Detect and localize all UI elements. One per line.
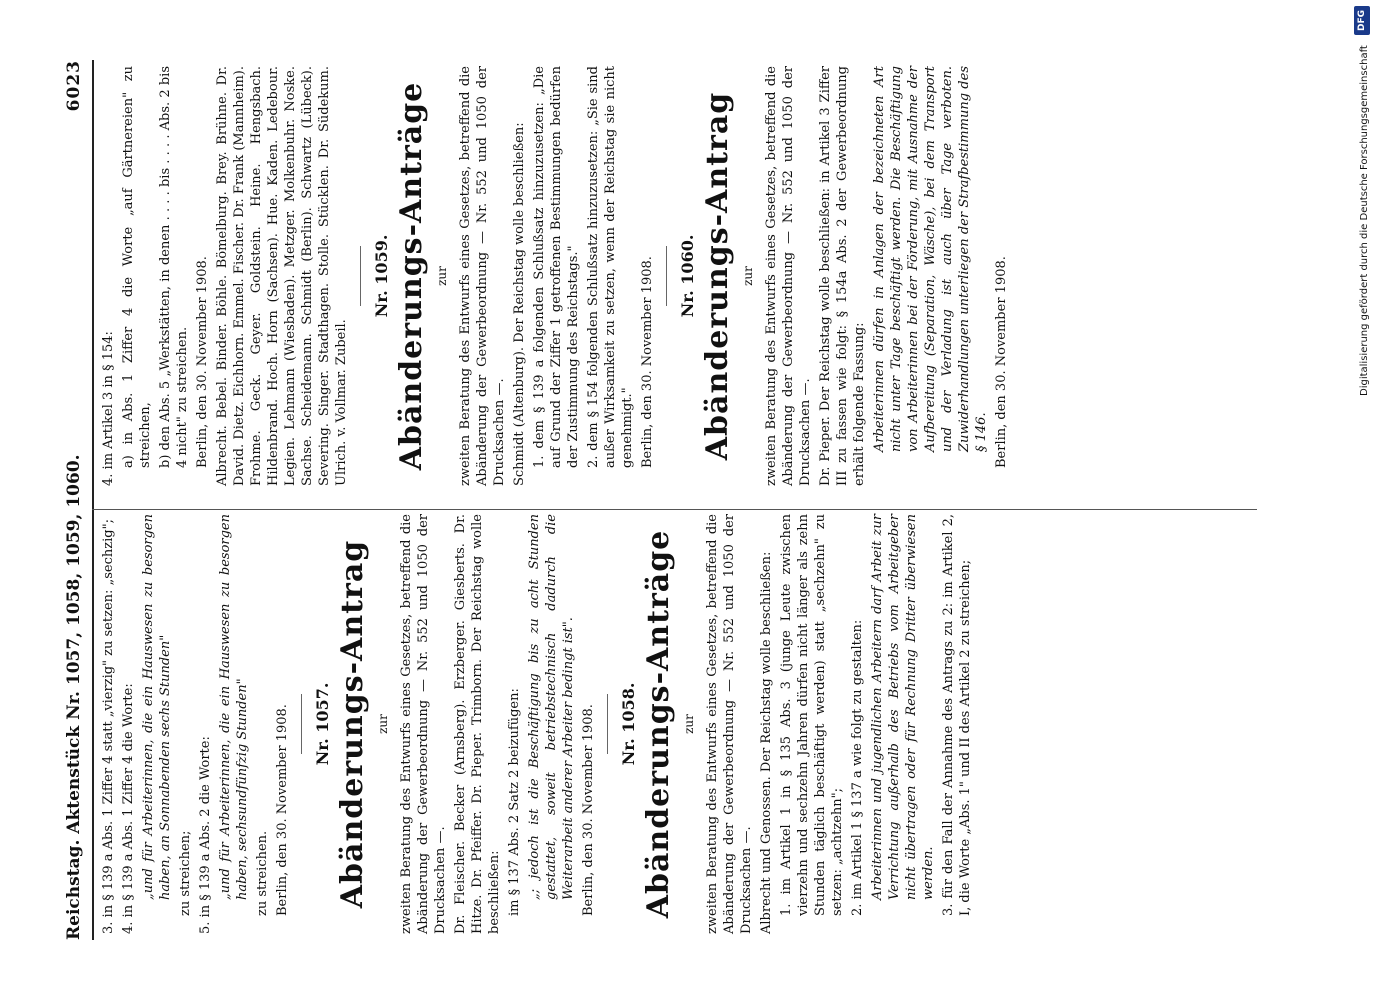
item-1058-2: 2. im Artikel 1 § 137 a wie folgt zu gestalten: [850, 619, 865, 916]
nr-1060: Nr. 1060. [678, 234, 697, 318]
header-title: Reichstag. Aktenstück Nr. 1057, 1058, 1059, 1060. [64, 454, 84, 940]
zur-1060: zur [741, 266, 755, 286]
intro-1060: Dr. Pieper. Der Reichstag wolle beschließen: in Artikel 3 Ziffer III zu fassen wie folgt: § 154a Abs. 2 der Gewerbeordnung erhält folgende Fassung: [818, 66, 867, 486]
separator [666, 246, 667, 306]
item-1058-2-quote: Arbeiterinnen und jugendlichen Arbeitern darf Arbeit zur Verrichtung außerhalb des Betriebs vom Arbeitgeber nicht übertragen oder für Rechnung Dritter überwiesen werden. [870, 514, 936, 900]
item-5-end: zu streichen. [255, 830, 270, 916]
zur-1058: zur [682, 714, 696, 734]
item-1059-1: 1. dem § 139 a folgenden Schlußsatz hinzuzusetzen: „Die auf Grund der Ziffer 1 getroffenen Bestimmungen bedürfen der Zustimmung des Reichstags." [532, 66, 581, 468]
item-1058-4a: a) in Abs. 1 Ziffer 4 die Worte „auf Gärtnereien" zu streichen, [121, 66, 153, 468]
nr-1057: Nr. 1057. [313, 682, 332, 766]
intro-1059: Schmidt (Altenburg). Der Reichstag wolle beschließen: [512, 122, 527, 486]
digitization-credit [1350, 6, 1380, 996]
item-4-quote: „und für Arbeiterinnen, die ein Hauswesen zu besorgen haben, an Sonnabenden sechs Stunden" [141, 514, 173, 900]
separator [607, 694, 608, 754]
left-column [100, 514, 1250, 934]
quote-1060: Arbeiterinnen dürfen in Anlagen der bezeichneten Art nicht unter Tage beschäftigt werden. Die Beschäftigung von Arbeiterinnen bei der Förderung, mit Ausnahme der Aufbereitung (Separation, Wäsche), bei dem Transport und der Verladung ist auch über Tage verboten. Zuwiderhandlungen unterliegen der Strafbestimmung des § 146. [872, 66, 989, 452]
page-header [64, 60, 94, 940]
date-1058: Berlin, den 30. November 1908. [195, 256, 210, 468]
item-1058-1: 1. im Artikel 1 in § 135 Abs. 3 (junge Leute zwischen vierzehn und sechzehn Jahren dürfen nicht länger als zehn Stunden täglich beschäftigt werden) statt „sechzehn" zu setzen: „achtzehn"; [779, 514, 845, 916]
signers-1057: Dr. Fleischer. Becker (Arnsberg). Erzberger. Giesberts. Dr. Hitze. Dr. Pfeiffer. Dr. Pieper. Trimborn. Der Reichstag wolle beschließen: [453, 514, 502, 934]
zur-1057: zur [376, 714, 390, 734]
item-3: 3. in § 139 a Abs. 1 Ziffer 4 statt „vierzig" zu setzen: „sechzig"; [101, 519, 116, 934]
nr-1058: Nr. 1058. [619, 682, 638, 766]
right-column [100, 66, 1250, 486]
item-1058-3: 3. für den Fall der Annahme des Antrags zu 2: im Artikel 2, I, die Worte „Abs. 1" und II des Artikel 2 zu streichen; [941, 514, 973, 916]
body-1057b: „; jedoch ist die Beschäftigung bis zu acht Stunden gestattet, soweit betriebstechnisch dadurch die Weiterarbeit anderer Arbeiter bedingt ist". [527, 514, 576, 900]
date-1057: Berlin, den 30. November 1908. [581, 704, 596, 916]
item-5: 5. in § 139 a Abs. 2 die Worte: [198, 736, 213, 934]
item-4-end: zu streichen; [178, 830, 193, 916]
nr-1059: Nr. 1059. [372, 234, 391, 318]
dfg-logo: DFG [1354, 6, 1370, 35]
zur-1059: zur [435, 266, 449, 286]
item-4: 4. in § 139 a Abs. 1 Ziffer 4 die Worte: [121, 683, 136, 934]
title-1060: Abänderungs-Antrag [700, 91, 735, 461]
intro-1058: Albrecht und Genossen. Der Reichstag wolle beschließen: [759, 551, 774, 934]
body-1057a: im § 137 Abs. 2 Satz 2 beizufügen: [507, 688, 522, 916]
desc-1057: zweiten Beratung des Entwurfs eines Gesetzes, betreffend die Abänderung der Gewerbeordnung — Nr. 552 und 1050 der Drucksachen —. [399, 514, 448, 934]
item-1058-4: 4. im Artikel 3 in § 154: [101, 331, 116, 486]
column-divider [92, 509, 1257, 510]
item-1059-2: 2. dem § 154 folgenden Schlußsatz hinzuzusetzen: „Sie sind außer Wirksamkeit zu setzen, wenn der Reichstag sie nicht genehmigt." [586, 66, 635, 468]
desc-1058: zweiten Beratung des Entwurfs eines Gesetzes, betreffend die Abänderung der Gewerbeordnung — Nr. 552 und 1050 der Drucksachen —. [705, 514, 754, 934]
title-1059: Abänderungs-Anträge [394, 81, 429, 471]
header-rule [92, 60, 94, 940]
signers-1058: Albrecht. Bebel. Binder. Böhle. Bömelburg. Brey. Brühne. Dr. David. Dietz. Eichhorn. Emmel. Fischer. Dr. Frank (Mannheim). Frohme. Geck. Geyer. Goldstein. Heine. Hengsbach. Hildenbrand. Hoch. Horn (Sachsen). Hue. Kaden. Ledebour. Legien. Lehmann (Wiesbaden). Metzger. Molkenbuhr. Noske. Sachse. Scheidemann. Schmidt (Berlin). Schwartz (Lübeck). Severing. Singer. Stadthagen. Stolle. Stücklen. Dr. Südekum. Ulrich. v. Vollmar. Zubeil. [215, 66, 349, 486]
desc-1060: zweiten Beratung des Entwurfs eines Gesetzes, betreffend die Abänderung der Gewerbeordnung — Nr. 552 und 1050 der Drucksachen —. [764, 66, 813, 486]
date-1059: Berlin, den 30. November 1908. [640, 256, 655, 468]
separator [301, 694, 302, 754]
date-1060: Berlin, den 30. November 1908. [994, 256, 1009, 468]
desc-1059: zweiten Beratung des Entwurfs eines Gesetzes, betreffend die Abänderung der Gewerbeordnung — Nr. 552 und 1050 der Drucksachen —. [458, 66, 507, 486]
credit-rotated [1350, 6, 1380, 996]
item-5-quote: „und für Arbeiterinnen, die ein Hauswesen zu besorgen haben, sechsundfünfzig Stunden" [218, 514, 250, 900]
credit-text: Digitalisierung gefördert durch die Deutsche Forschungsgemeinschaft [1359, 45, 1370, 396]
separator [360, 246, 361, 306]
item-1058-4b: b) den Abs. 5 „Werkstätten, in denen . . . . bis . . . . Abs. 2 bis 4 nicht" zu streichen. [158, 66, 190, 468]
title-1058: Abänderungs-Anträge [641, 529, 676, 919]
date-1056: Berlin, den 30. November 1908. [275, 704, 290, 916]
title-1057: Abänderungs-Antrag [335, 539, 370, 909]
page-number: 6023 [64, 60, 84, 112]
